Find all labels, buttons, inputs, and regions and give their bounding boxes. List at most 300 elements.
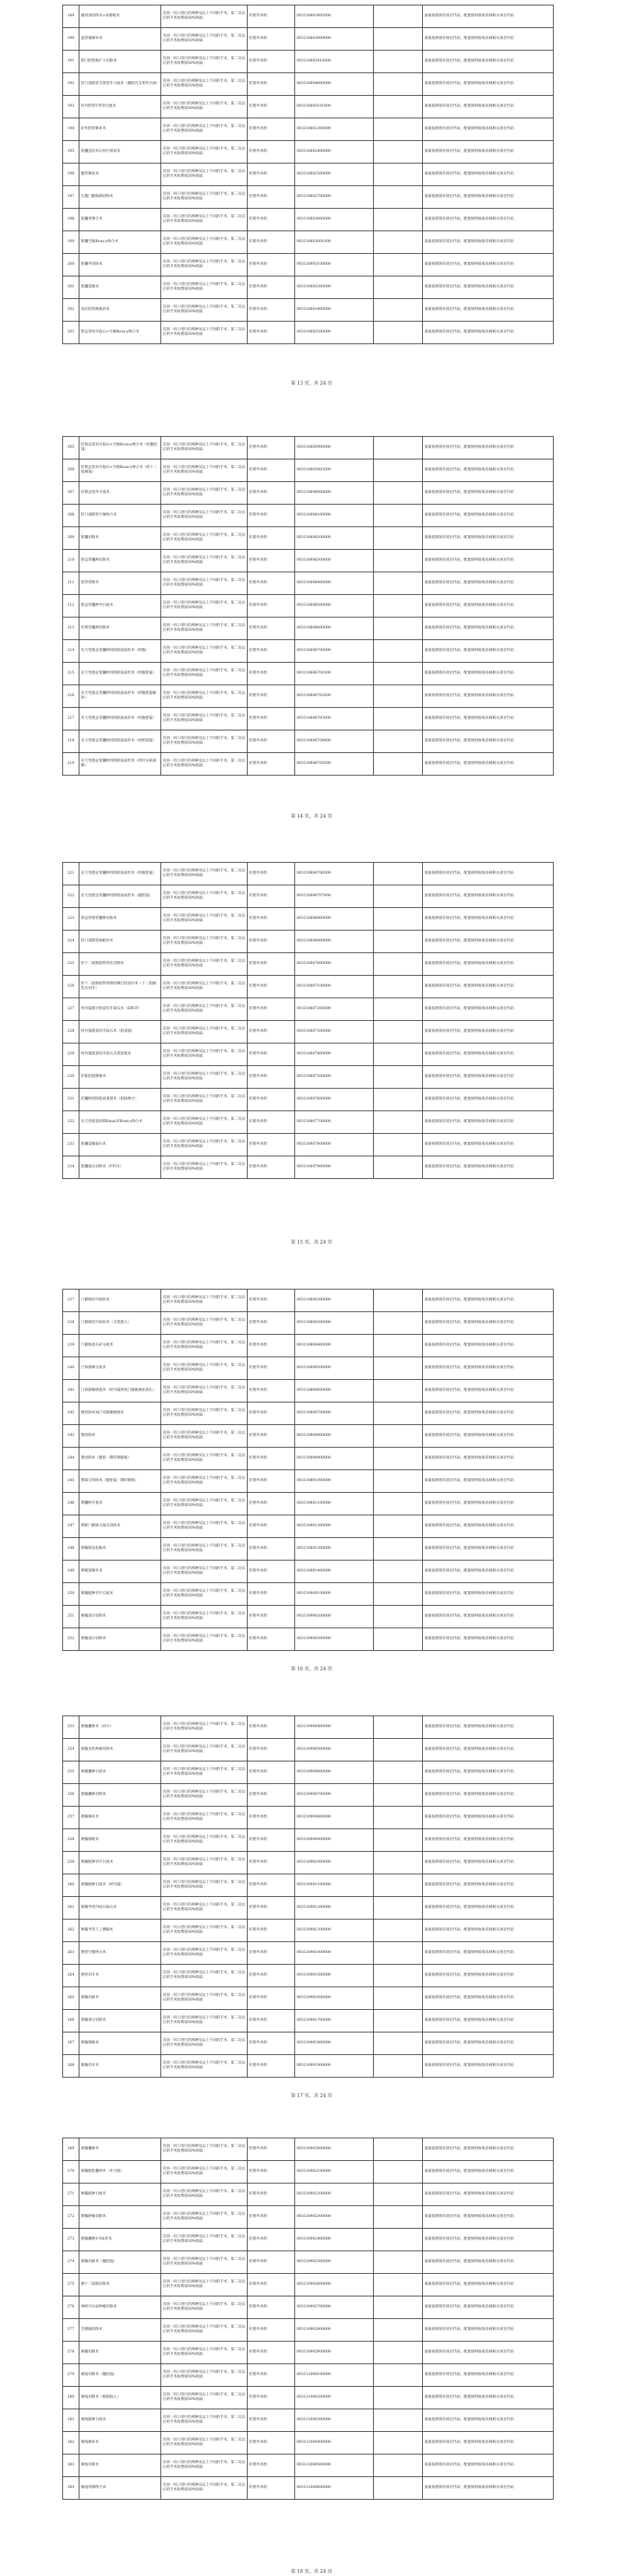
item-description: 仅同一切口进行的两种及以上不同的手术，第二及以后的手术收费按50%收取	[161, 595, 248, 618]
row-number: 216	[63, 685, 79, 708]
item-code: 003310901800000	[295, 2032, 374, 2055]
item-name: 高位胆管癌根治术	[79, 299, 161, 322]
blank-cell	[374, 730, 423, 753]
item-description: 仅同一切口进行的两种及以上不同的手术，第二及以后的手术收费按50%收取	[161, 2432, 248, 2455]
department: 肝胆外术组	[248, 1897, 295, 1920]
department: 肝胆外术组	[248, 482, 295, 505]
department: 肝胆外术组	[248, 1111, 295, 1134]
row-number: 282	[63, 2432, 79, 2455]
department: 肝胆外术组	[248, 1156, 295, 1179]
item-note: 备案按照现有项目代码，配置规则加收乐相相关项目代码	[423, 1561, 554, 1583]
item-note: 备案按照现有项目代码，配置规则加收乐相相关项目代码	[423, 73, 554, 96]
row-number: 233	[63, 1134, 79, 1156]
row-number: 195	[63, 141, 79, 164]
department: 肝胆外术组	[248, 1021, 295, 1043]
footer-pre: 第	[290, 1240, 296, 1245]
footer-post: 页	[327, 381, 333, 386]
item-note: 备案按照现有项目代码，配置规则加收乐相相关项目代码	[423, 863, 554, 885]
item-description: 仅同一切口进行的两种及以上不同的手术，第二及以后的手术收费按50%收取	[161, 550, 248, 572]
row-number: 250	[63, 1583, 79, 1606]
item-note: 备案按照现有项目代码，配置规则加收乐相相关项目代码	[423, 118, 554, 141]
blank-cell	[374, 231, 423, 254]
footer-pre: 第	[290, 2093, 296, 2099]
blank-cell	[374, 1897, 423, 1920]
item-note: 备案按照现有项目代码，配置规则加收乐相相关项目代码	[423, 2161, 554, 2184]
item-code: 003310900200000	[295, 1606, 374, 1628]
item-code: 003310603200000	[295, 276, 374, 299]
item-note: 备案按照现有项目代码，配置规则加收乐相相关项目代码	[423, 2409, 554, 2432]
item-description: 仅同一切口进行的两种及以上不同的手术，第二及以后的手术收费按50%收取	[161, 1357, 248, 1380]
item-code: 003310607900000	[295, 1156, 374, 1179]
row-number: 215	[63, 663, 79, 685]
table-row	[63, 1739, 554, 1761]
item-name: 脾切除术	[79, 1425, 161, 1448]
footer-post: 页	[327, 1666, 333, 1672]
item-name: 先天性胆道闭锁Kasai术Roux-y吻合术	[79, 1111, 161, 1134]
row-number: 242	[63, 1402, 79, 1425]
department: 肝胆外术组	[248, 276, 295, 299]
department: 肝胆外术组	[248, 141, 295, 164]
item-description: 仅同一切口进行的两种及以上不同的手术，第二及以后的手术收费按50%收取	[161, 2184, 248, 2206]
table-row	[63, 482, 554, 505]
blank-cell	[374, 1561, 423, 1583]
row-number: 209	[63, 527, 79, 550]
blank-cell	[374, 2477, 423, 2500]
item-code: 003310606300000	[295, 550, 374, 572]
item-name: 先天性胆总管囊肿切除胆道成形术（经腹腔镜）	[79, 708, 161, 730]
blank-cell	[374, 1538, 423, 1561]
item-note: 备案按照现有项目代码，配置规则加收乐相相关项目代码	[423, 2206, 554, 2229]
department: 肝胆外术组	[248, 863, 295, 885]
item-code: 003310901900000	[295, 2055, 374, 2078]
row-number: 283	[63, 2455, 79, 2477]
item-name: 脾破裂修补术	[79, 1561, 161, 1583]
item-description: 仅同一切口进行的两种及以上不同的手术，第二及以后的手术收费按50%收取	[161, 231, 248, 254]
blank-cell	[374, 299, 423, 322]
item-description: 仅同一切口进行的两种及以上不同的手术，第二及以后的手术收费按50%收取	[161, 2032, 248, 2055]
fee-table	[62, 436, 554, 776]
row-number: 190	[63, 28, 79, 51]
item-name: 胰腺部分切除术	[79, 2010, 161, 2032]
item-description: 仅同一切口进行的两种及以上不同的手术，第二及以后的手术收费按50%收取	[161, 1134, 248, 1156]
item-code: 003310603905000	[295, 5, 374, 28]
row-number: 212	[63, 595, 79, 618]
table-row	[63, 1920, 554, 1942]
item-note: 备案按照现有项目代码，配置规则加收乐相相关项目代码	[423, 953, 554, 976]
row-number: 270	[63, 2161, 79, 2184]
blank-cell	[374, 1807, 423, 1829]
item-code: 003310603100000	[295, 254, 374, 276]
item-description: 仅同一切口进行的两种及以上不同的手术，第二及以后的手术收费按50%收取	[161, 2138, 248, 2161]
item-description: 仅同一切口进行的两种及以上不同的手术，第二及以后的手术收费按50%收取	[161, 276, 248, 299]
blank-cell	[374, 1965, 423, 1987]
page-footer	[0, 2092, 623, 2099]
department: 肝胆外术组	[248, 2010, 295, 2032]
item-description: 仅同一切口进行的两种及以上不同的手术，第二及以后的手术收费按50%收取	[161, 96, 248, 118]
item-name: 胆总管囊肿切除术	[79, 550, 161, 572]
row-number: 257	[63, 1807, 79, 1829]
item-name: 肝十二指肠韧带骨化切除术	[79, 953, 161, 976]
item-code: 003310607700000	[295, 1111, 374, 1134]
table-row	[63, 1897, 554, 1920]
item-name: 胰腺脓肿引流术	[79, 2184, 161, 2206]
blank-cell	[374, 1312, 423, 1335]
row-number: 277	[63, 2319, 79, 2342]
footer-mid: 页，共	[304, 381, 319, 386]
item-note: 备案按照现有项目代码，配置规则加收乐相相关项目代码	[423, 885, 554, 908]
department: 肝胆外术组	[248, 2477, 295, 2500]
item-note: 备案按照现有项目代码，配置规则加收乐相相关项目代码	[423, 2184, 554, 2206]
item-note: 备案按照现有项目代码，配置规则加收乐相相关项目代码	[423, 931, 554, 953]
item-name: 胰腺囊肿切除术	[79, 1784, 161, 1807]
item-code: 003310801300000	[295, 1538, 374, 1561]
item-note: 备案按照现有项目代码，配置规则加收乐相相关项目代码	[423, 276, 554, 299]
item-note: 备案按照现有项目代码，配置规则加收乐相相关项目代码	[423, 1606, 554, 1628]
blank-cell	[374, 2138, 423, 2161]
item-description: 仅同一切口进行的两种及以上不同的手术，第二及以后的手术收费按50%收取	[161, 663, 248, 685]
row-number: 211	[63, 572, 79, 595]
department: 肝胆外术组	[248, 2387, 295, 2409]
item-description: 仅同一切口进行的两种及以上不同的手术，第二及以后的手术收费按50%收取	[161, 1493, 248, 1515]
department: 肝胆外术组	[248, 708, 295, 730]
item-description: 仅同一切口进行的两种及以上不同的手术，第二及以后的手术收费按50%收取	[161, 2409, 248, 2432]
item-description: 仅同一切口进行的两种及以上不同的手术，第二及以后的手术收费按50%收取	[161, 118, 248, 141]
row-number: 269	[63, 2138, 79, 2161]
item-code: 003310900800000	[295, 1807, 374, 1829]
item-description: 仅同一切口进行的两种及以上不同的手术，第二及以后的手术收费按50%收取	[161, 1807, 248, 1829]
item-code: 003310602500000	[295, 164, 374, 186]
item-code: 003310606800000	[295, 908, 374, 931]
row-number: 264	[63, 1965, 79, 1987]
department: 肝胆外术组	[248, 618, 295, 640]
department: 肝胆外术组	[248, 1402, 295, 1425]
item-note: 备案按照现有项目代码，配置规则加收乐相相关项目代码	[423, 459, 554, 482]
blank-cell	[374, 1470, 423, 1493]
blank-cell	[374, 1852, 423, 1874]
item-code: 003310606400000	[295, 572, 374, 595]
table-row	[63, 2319, 554, 2342]
row-number: 226	[63, 976, 79, 998]
item-note: 备案按照现有项目代码，配置规则加收乐相相关项目代码	[423, 2387, 554, 2409]
department: 肝胆外术组	[248, 1965, 295, 1987]
item-note: 备案按照现有项目代码，配置规则加收乐相相关项目代码	[423, 1739, 554, 1761]
item-description: 仅同一切口进行的两种及以上不同的手术，第二及以后的手术收费按50%收取	[161, 186, 248, 209]
item-description: 仅同一切口进行的两种及以上不同的手术，第二及以后的手术收费按50%收取	[161, 885, 248, 908]
row-number: 266	[63, 2010, 79, 2032]
blank-cell	[374, 953, 423, 976]
item-description: 仅同一切口进行的两种及以上不同的手术，第二及以后的手术收费按50%收取	[161, 505, 248, 527]
table-row	[63, 976, 554, 998]
department: 肝胆外术组	[248, 2184, 295, 2206]
row-number: 272	[63, 2206, 79, 2229]
item-code: 003310606500000	[295, 595, 374, 618]
footer-total: 24	[319, 1666, 326, 1672]
table-row	[63, 953, 554, 976]
department: 肝胆外术组	[248, 931, 295, 953]
item-code: 003310604000000	[295, 73, 374, 96]
department: 肝胆外术组	[248, 1583, 295, 1606]
item-code: 003310901200000	[295, 1897, 374, 1920]
item-name: 胰腺脓肿引流术（经内镜）	[79, 1874, 161, 1897]
item-description: 仅同一切口进行的两种及以上不同的手术，第二及以后的手术收费按50%收取	[161, 618, 248, 640]
department: 肝胆外术组	[248, 96, 295, 118]
table-row	[63, 1111, 554, 1134]
department: 肝胆外术组	[248, 2206, 295, 2229]
item-code: 003310606705000	[295, 753, 374, 776]
item-name: 胆囊空肠Roux-y吻合术	[79, 231, 161, 254]
item-description: 仅同一切口进行的两种及以上不同的手术，第二及以后的手术收费按50%收取	[161, 931, 248, 953]
item-note: 备案按照现有项目代码，配置规则加收乐相相关项目代码	[423, 595, 554, 618]
row-number: 194	[63, 118, 79, 141]
item-code: 003310602400000	[295, 141, 374, 164]
table-row	[63, 1965, 554, 1987]
department: 肝胆外术组	[248, 1761, 295, 1784]
item-description: 仅同一切口进行的两种及以上不同的手术，第二及以后的手术收费按50%收取	[161, 998, 248, 1021]
item-note: 备案按照现有项目代码，配置规则加收乐相相关项目代码	[423, 1538, 554, 1561]
blank-cell	[374, 595, 423, 618]
blank-cell	[374, 5, 423, 28]
table-row	[63, 2206, 554, 2229]
item-note: 备案按照现有项目代码，配置规则加收乐相相关项目代码	[423, 1380, 554, 1402]
item-description: 仅同一切口进行的两种及以上不同的手术，第二及以后的手术收费按50%收取	[161, 1470, 248, 1493]
item-description: 仅同一切口进行的两种及以上不同的手术，第二及以后的手术收费按50%收取	[161, 1716, 248, 1739]
row-number: 221	[63, 863, 79, 885]
row-number: 260	[63, 1874, 79, 1897]
department: 肝胆外术组	[248, 527, 295, 550]
department: 肝胆外术组	[248, 953, 295, 976]
item-code: 003310606900000	[295, 931, 374, 953]
item-code: 003310901700000	[295, 2010, 374, 2032]
item-name: 经内镜胆道切开取石术（胆道镜）	[79, 1021, 161, 1043]
item-description: 仅同一切口进行的两种及以上不同的手术，第二及以后的手术收费按50%收取	[161, 1784, 248, 1807]
item-name: 胰腺囊肿5-Y成形术	[79, 2229, 161, 2251]
row-number: 237	[63, 1290, 79, 1312]
item-code: 003310800200000	[295, 1290, 374, 1312]
table-row	[63, 2032, 554, 2055]
item-code: 003310902300000	[295, 2206, 374, 2229]
item-note: 备案按照现有项目代码，配置规则加收乐相相关项目代码	[423, 998, 554, 1021]
blank-cell	[374, 2274, 423, 2296]
table-row	[63, 141, 554, 164]
blank-cell	[374, 2432, 423, 2455]
row-number: 253	[63, 1716, 79, 1739]
item-note: 备案按照现有项目代码，配置规则加收乐相相关项目代码	[423, 2432, 554, 2455]
item-name: 先天性胆总管囊肿切除胆道成形术（经肝实质离断）	[79, 753, 161, 776]
item-name: 先天性胆总管囊肿切除胆道成形术（经腹）	[79, 640, 161, 663]
blank-cell	[374, 550, 423, 572]
item-description: 仅同一切口进行的两种及以上不同的手术，第二及以后的手术收费按50%收取	[161, 1089, 248, 1111]
item-description: 仅同一切口进行的两种及以上不同的手术，第二及以后的手术收费按50%收取	[161, 953, 248, 976]
item-code: 003310900400000	[295, 1716, 374, 1739]
item-name: 胰管切开术	[79, 1965, 161, 1987]
department: 肝胆外术组	[248, 1784, 295, 1807]
item-code: 003310801000000	[295, 1470, 374, 1493]
item-note: 备案按照现有项目代码，配置规则加收乐相相关项目代码	[423, 908, 554, 931]
row-number: 217	[63, 708, 79, 730]
row-number: 243	[63, 1425, 79, 1448]
item-description: 仅同一切口进行的两种及以上不同的手术，第二及以后的手术收费按50%收取	[161, 459, 248, 482]
item-name: 胰腺脓肿切开引流术	[79, 1852, 161, 1874]
blank-cell	[374, 2184, 423, 2206]
item-name: 胆总管切开取石+空肠Roux-y吻合术	[79, 322, 161, 344]
row-number: 274	[63, 2251, 79, 2274]
footer-post: 页	[327, 2093, 333, 2099]
blank-cell	[374, 209, 423, 231]
department: 肝胆外术组	[248, 753, 295, 776]
row-number: 246	[63, 1493, 79, 1515]
item-name: 脾切除术（腹腔一期肝脾移植）	[79, 1448, 161, 1470]
blank-cell	[374, 1335, 423, 1357]
item-code: 003310801100000	[295, 1493, 374, 1515]
item-note: 备案按照现有项目代码，配置规则加收乐相相关项目代码	[423, 1852, 554, 1874]
table-row	[63, 1628, 554, 1651]
department: 肝胆外术组	[248, 2251, 295, 2274]
row-number: 263	[63, 1942, 79, 1965]
blank-cell	[374, 1606, 423, 1628]
row-number: 201	[63, 276, 79, 299]
item-name: 胆总管胆管囊肿切除术	[79, 908, 161, 931]
item-description: 仅同一切口进行的两种及以上不同的手术，第二及以后的手术收费按50%收取	[161, 1561, 248, 1583]
item-note: 备案按照现有项目代码，配置规则加收乐相相关项目代码	[423, 753, 554, 776]
item-note: 备案按照现有项目代码，配置规则加收乐相相关项目代码	[423, 1402, 554, 1425]
row-number: 210	[63, 550, 79, 572]
fee-table	[62, 1716, 554, 2078]
item-description: 仅同一切口进行的两种及以上不同的手术，第二及以后的手术收费按50%收取	[161, 1335, 248, 1357]
item-name: 全胰腺切除术	[79, 2319, 161, 2342]
department: 肝胆外术组	[248, 1515, 295, 1538]
item-description: 仅同一切口进行的两种及以上不同的手术，第二及以后的手术收费按50%收取	[161, 1829, 248, 1852]
department: 肝胆外术组	[248, 2055, 295, 2078]
row-number: 256	[63, 1784, 79, 1807]
item-name: 胰腺切除术	[79, 1987, 161, 2010]
department: 肝胆外术组	[248, 885, 295, 908]
table-row	[63, 595, 554, 618]
row-number: 279	[63, 2364, 79, 2387]
footer-mid: 页，共	[304, 2569, 319, 2574]
footer-post: 页	[327, 1240, 333, 1245]
footer-mid: 页，共	[304, 1240, 319, 1245]
blank-cell	[374, 51, 423, 73]
item-name: 胰腺切除术	[79, 2342, 161, 2364]
row-number: 280	[63, 2387, 79, 2409]
table-row	[63, 1448, 554, 1470]
table-row	[63, 459, 554, 482]
item-code: 003310901100000	[295, 1874, 374, 1897]
item-description: 仅同一切口进行的两种及以上不同的手术，第二及以后的手术收费按50%收取	[161, 640, 248, 663]
item-note: 备案按照现有项目代码，配置规则加收乐相相关项目代码	[423, 2010, 554, 2032]
table-row	[63, 254, 554, 276]
department: 肝胆外术组	[248, 640, 295, 663]
blank-cell	[374, 2251, 423, 2274]
department: 肝胆外术组	[248, 1089, 295, 1111]
blank-cell	[374, 1920, 423, 1942]
item-note: 备案按照现有项目代码，配置规则加收乐相相关项目代码	[423, 1920, 554, 1942]
item-code: 003311000100000	[295, 2364, 374, 2387]
table-row	[63, 618, 554, 640]
item-name: 经内镜胆道切开取石支架放置术	[79, 1043, 161, 1066]
row-number: 239	[63, 1335, 79, 1357]
department: 肝胆外术组	[248, 1606, 295, 1628]
item-note: 备案按照现有项目代码，配置规则加收乐相相关项目代码	[423, 1066, 554, 1089]
item-description: 仅同一切口进行的两种及以上不同的手术，第二及以后的手术收费按50%收取	[161, 2274, 248, 2296]
row-number: 271	[63, 2184, 79, 2206]
blank-cell	[374, 708, 423, 730]
item-note: 备案按照现有项目代码，配置规则加收乐相相关项目代码	[423, 663, 554, 685]
row-number: 223	[63, 908, 79, 931]
department: 肝胆外术组	[248, 1470, 295, 1493]
table-row	[63, 527, 554, 550]
department: 肝胆外术组	[248, 2138, 295, 2161]
item-name: 胰腺良性肿瘤切除术	[79, 1739, 161, 1761]
item-description: 仅同一切口进行的两种及以上不同的手术，第二及以后的手术收费按50%收取	[161, 1987, 248, 2010]
row-number: 206	[63, 459, 79, 482]
row-number: 224	[63, 931, 79, 953]
table-row	[63, 863, 554, 885]
department: 肝胆外术组	[248, 254, 295, 276]
row-number: 249	[63, 1561, 79, 1583]
item-note: 备案按照现有项目代码，配置规则加收乐相相关项目代码	[423, 299, 554, 322]
page-footer	[0, 379, 623, 386]
item-description: 仅同一切口进行的两种及以上不同的手术，第二及以后的手术收费按50%收取	[161, 2206, 248, 2229]
item-name: 胰腺移植术	[79, 2032, 161, 2055]
footer-total: 24	[319, 814, 326, 819]
item-name: 胰腺脓肿切开引流术	[79, 1583, 161, 1606]
fee-table	[62, 862, 554, 1179]
row-number: 281	[63, 2409, 79, 2432]
item-description: 仅同一切口进行的两种及以上不同的手术，第二及以后的手术收费按50%收取	[161, 2010, 248, 2032]
item-code: 003310602300000	[295, 118, 374, 141]
item-description: 仅同一切口进行的两种及以上不同的手术，第二及以后的手术收费按50%收取	[161, 1538, 248, 1561]
footer-pre: 第	[290, 381, 296, 386]
footer-pre: 第	[290, 814, 296, 819]
item-code: 003310606600000	[295, 618, 374, 640]
item-name: 胰腺粘连松解术	[79, 1538, 161, 1561]
blank-cell	[374, 1111, 423, 1134]
item-name: 肝脏胆道移植术	[79, 1066, 161, 1089]
footer-total: 24	[319, 2093, 326, 2099]
table-row	[63, 1583, 554, 1606]
item-name: 肝囊肿切除胆道重建术（胆肠吻合）	[79, 1089, 161, 1111]
row-number: 255	[63, 1761, 79, 1784]
item-description: 仅同一切口进行的两种及以上不同的手术，第二及以后的手术收费按50%收取	[161, 141, 248, 164]
department: 肝胆外术组	[248, 1312, 295, 1335]
item-note: 备案按照现有项目代码，配置规则加收乐相相关项目代码	[423, 1089, 554, 1111]
item-name: 胆囊外切除术	[79, 254, 161, 276]
item-note: 备案按照现有项目代码，配置规则加收乐相相关项目代码	[423, 1628, 554, 1651]
item-name: 阑尾脓肿引流术	[79, 2409, 161, 2432]
blank-cell	[374, 1716, 423, 1739]
item-name: 胰腺囊肿术	[79, 2138, 161, 2161]
item-note: 备案按照现有项目代码，配置规则加收乐相相关项目代码	[423, 482, 554, 505]
item-description: 仅同一切口进行的两种及以上不同的手术，第二及以后的手术收费按50%收取	[161, 1380, 248, 1402]
fee-table	[62, 1289, 554, 1651]
item-description: 仅同一切口进行的两种及以上不同的手术，第二及以后的手术收费按50%收取	[161, 209, 248, 231]
item-name: 胆管替换术	[79, 572, 161, 595]
blank-cell	[374, 2342, 423, 2364]
row-number: 252	[63, 1628, 79, 1651]
row-number: 189	[63, 5, 79, 28]
item-name: 胰腺导管内结石取石术	[79, 1897, 161, 1920]
table-row	[63, 753, 554, 776]
department: 肝胆外术组	[248, 1874, 295, 1897]
blank-cell	[374, 254, 423, 276]
table-row	[63, 1290, 554, 1312]
blank-cell	[374, 2010, 423, 2032]
row-number: 254	[63, 1739, 79, 1761]
department: 肝胆外术组	[248, 2274, 295, 2296]
department: 肝胆外术组	[248, 1942, 295, 1965]
table-row	[63, 2274, 554, 2296]
